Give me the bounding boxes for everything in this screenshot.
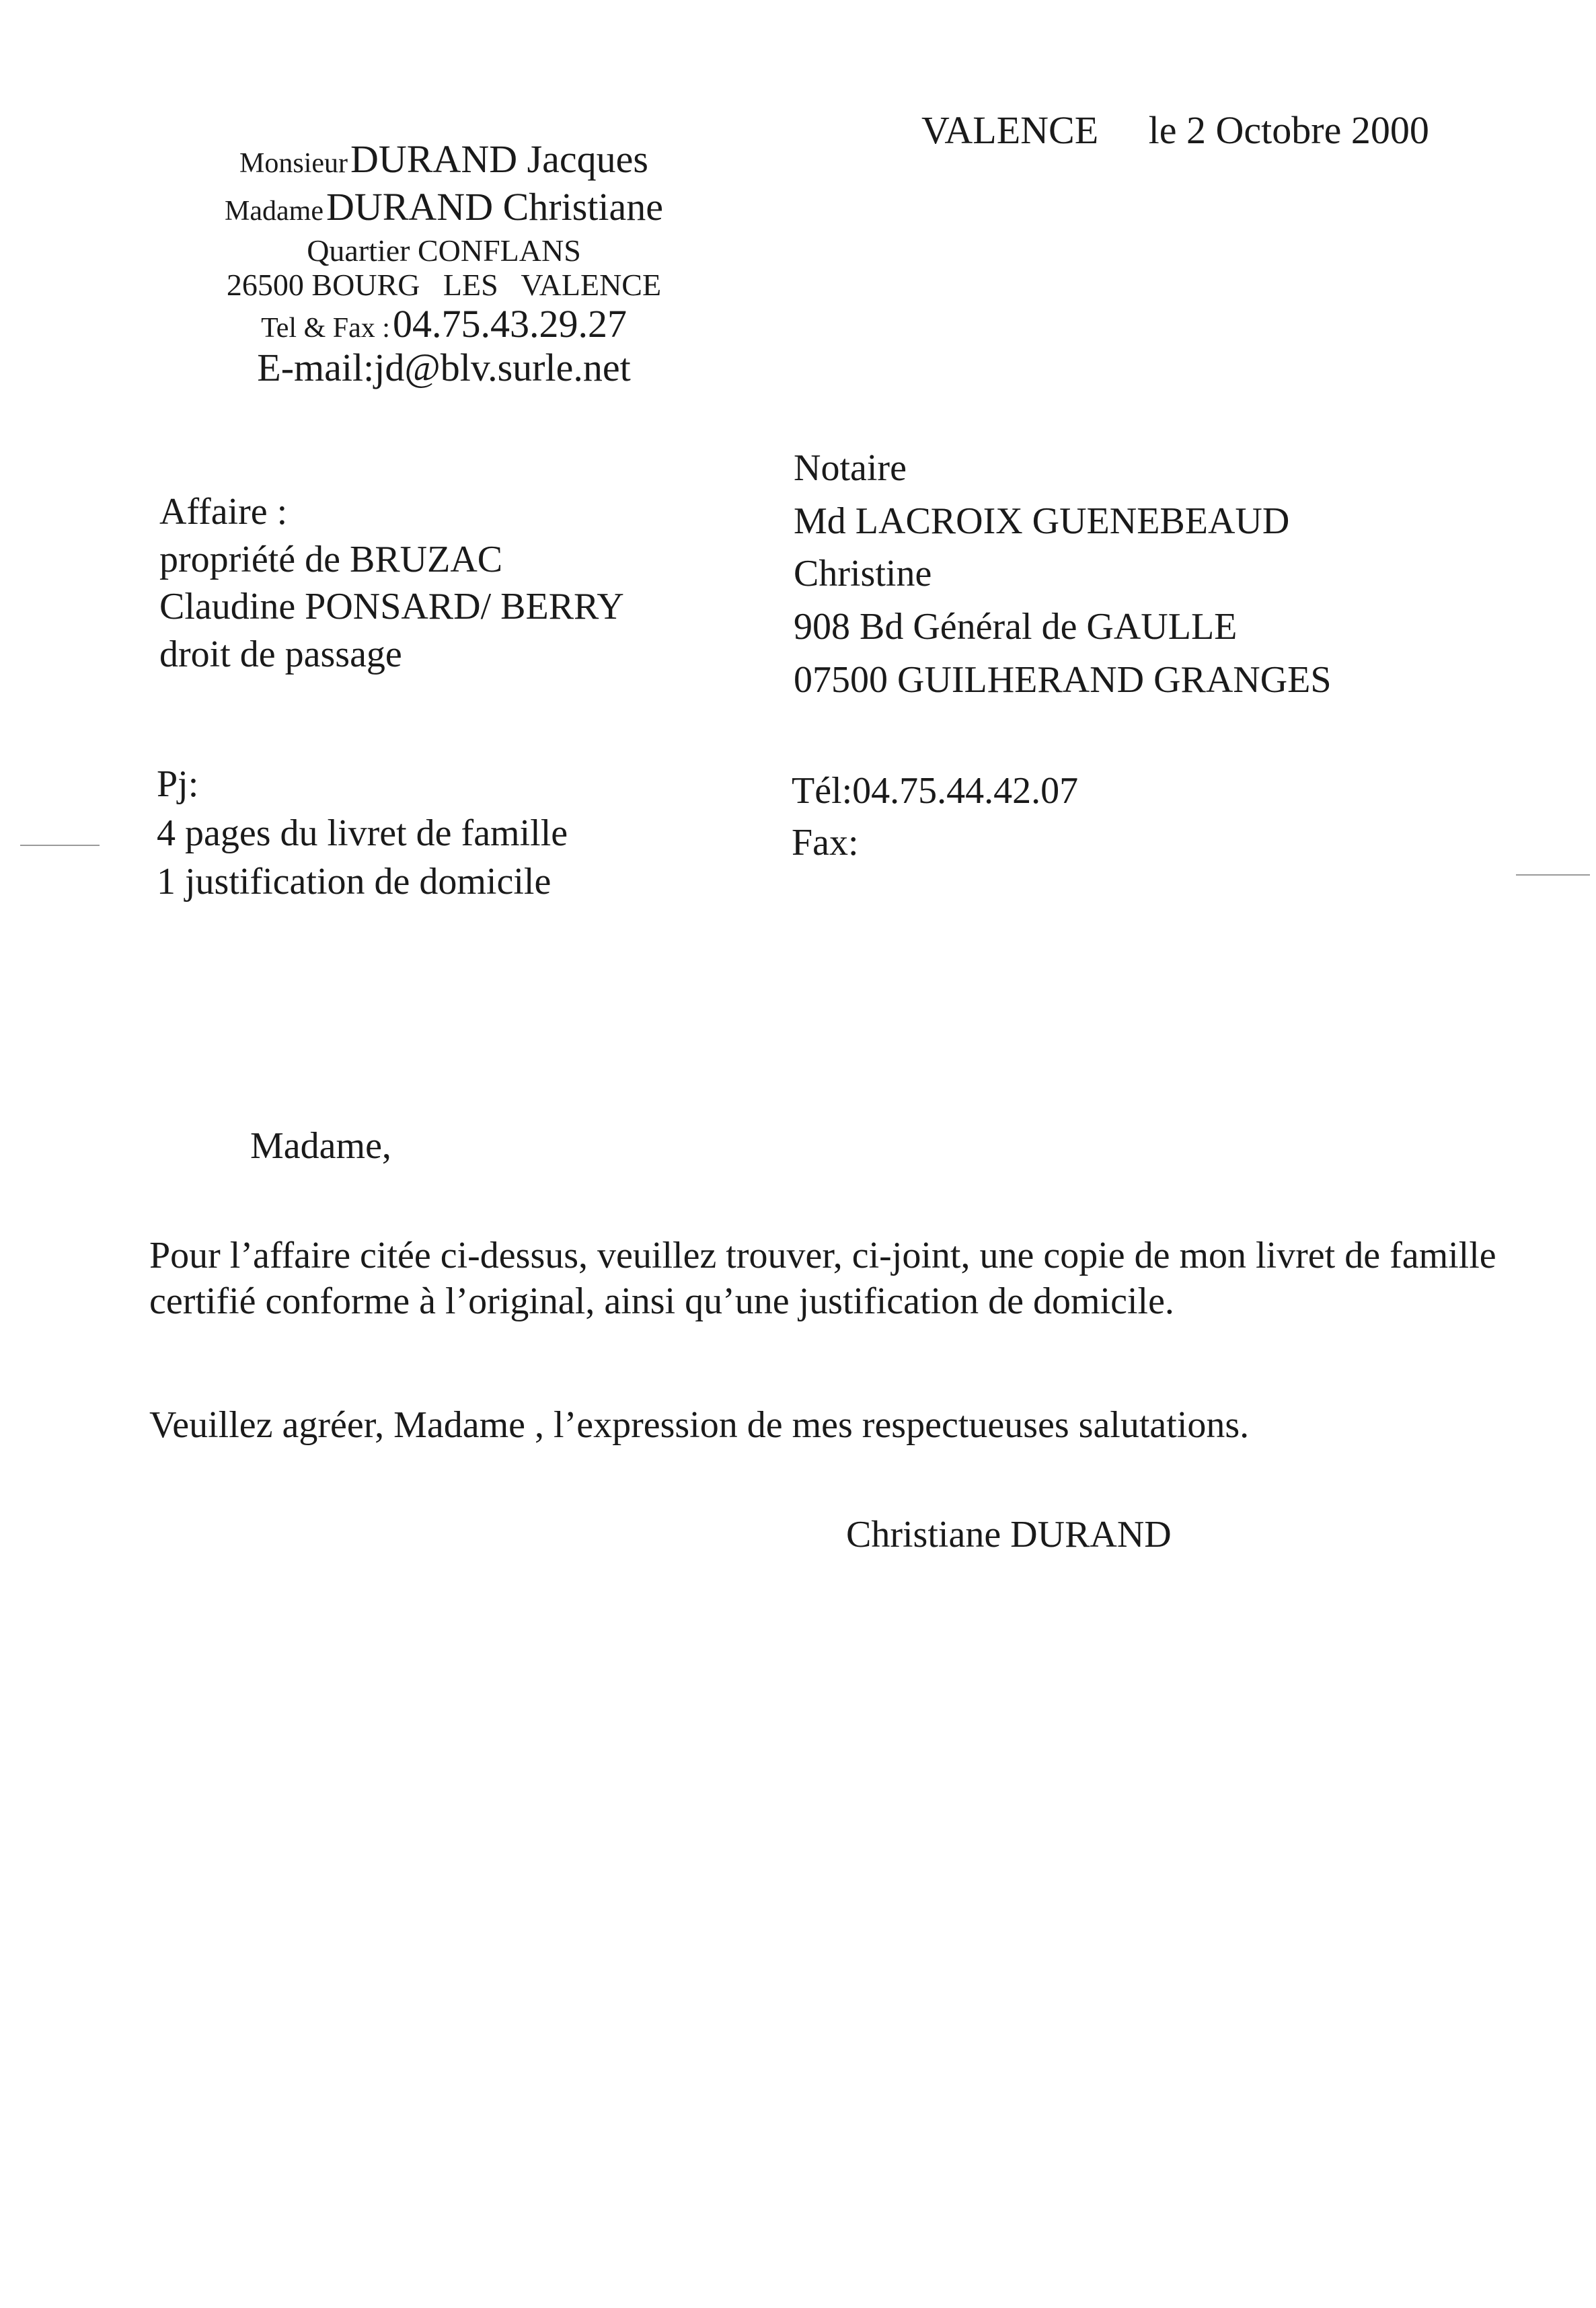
letter-date [921, 108, 1429, 153]
affaire-line: Affaire : [159, 491, 288, 533]
body-paragraph: Pour l’affaire citée ci-dessus, veuillez trouver, ci-joint, une copie de mon livret de famille certifié conforme à l’original, ainsi qu’une justification de domicile. [149, 1235, 1496, 1323]
recipient-line: 07500 GUILHERAND GRANGES [794, 658, 1332, 701]
sender-phone-line [168, 303, 720, 346]
affaire-line: propriété de BRUZAC [159, 538, 503, 580]
sender-phone-label: Tel & Fax : [261, 312, 390, 344]
closing-paragraph: Veuillez agréer, Madame , l’expression de mes respectueuses salutations. [149, 1404, 1250, 1446]
recipient-block [794, 447, 1332, 712]
recipient-tel: Tél:04.75.44.42.07 [792, 770, 1079, 812]
attachment-item: 1 justification de domicile [157, 861, 552, 903]
recipient-line: Notaire [794, 447, 907, 489]
attachments-label: Pj: [157, 763, 199, 805]
sender-name-christiane: DURAND Christiane [326, 184, 663, 229]
signature-name: Christiane DURAND [846, 1514, 1172, 1555]
sender-email: E-mail:jd@blv.surle.net [257, 345, 631, 389]
affaire-block [159, 491, 624, 681]
scan-margin-mark [1516, 874, 1590, 876]
attachment-item: 4 pages du livret de famille [157, 812, 568, 854]
sender-city: 26500 BOURG LES VALENCE [226, 268, 662, 303]
recipient-fax: Fax: [792, 821, 859, 863]
affaire-line: droit de passage [159, 633, 402, 676]
attachments-block [157, 763, 568, 910]
sender-title-madame: Madame [225, 195, 324, 227]
date-text: le 2 Octobre 2000 [1148, 108, 1429, 152]
sender-title-monsieur: Monsieur [239, 148, 348, 179]
salutation: Madame, [250, 1125, 391, 1167]
sender-quartier: Quartier CONFLANS [307, 233, 581, 268]
sender-line-monsieur [168, 138, 720, 182]
recipient-line: 908 Bd Général de GAULLE [794, 606, 1238, 648]
date-place: VALENCE [921, 108, 1099, 152]
recipient-line: Christine [794, 553, 932, 595]
recipient-contact-block [792, 770, 1078, 873]
recipient-line: Md LACROIX GUENEBEAUD [794, 500, 1290, 542]
sender-name-jacques: DURAND Jacques [350, 137, 648, 181]
sender-line-madame [168, 186, 720, 229]
scan-margin-mark [20, 845, 100, 846]
sender-address-block [168, 138, 720, 390]
affaire-line: Claudine PONSARD/ BERRY [159, 586, 624, 628]
sender-phone-number: 04.75.43.29.27 [392, 301, 627, 346]
